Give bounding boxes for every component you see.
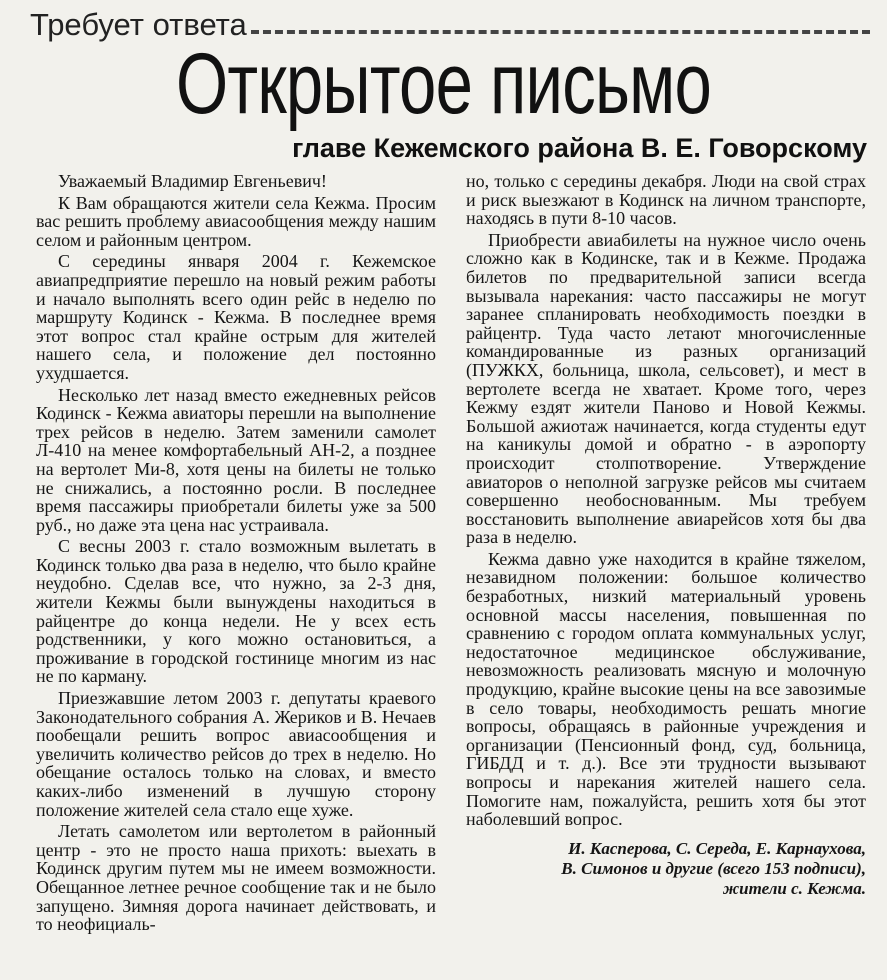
salutation: Уважаемый Владимир Евгеньевич! xyxy=(58,172,327,191)
signature-line: И. Касперова, С. Середа, Е. Карнаухова, xyxy=(568,838,866,858)
subheadline-text: главе Кежемского района В. Е. Говорскому xyxy=(292,133,867,163)
signature-line: жители с. Кежма. xyxy=(722,878,866,898)
paragraph: Приезжавшие летом 2003 г. депутаты краевого Законодательного собрания А. Жериков и В. Нечаев пообещали решить вопрос авиасообщения и увеличить количество рейсов до трех в неделю. Но обещание осталось только на словах, и вместо каких-либо изменений в лучшую сторону положение жителей села стало еще хуже. xyxy=(36,688,436,820)
paragraph-continued: но, только с середины декабря. Люди на свой страх и риск выезжают в Кодинск на личном транспорте, находясь в пути 8-10 часов. xyxy=(466,172,866,229)
paragraph: С весны 2003 г. стало возможным вылетать в Кодинск только два раза в неделю, что было крайне неудобно. Сделав все, что нужно, за 2-3 дня, жители Кежмы были вынуждены находиться в райцентре до конца недели. Не у всех есть родственники, у кого можно остановиться, а проживание в городской гостинице многим из нас не по карману. xyxy=(36,536,436,687)
headline: Открытое письмо xyxy=(175,36,712,132)
signature-line: В. Симонов и другие (всего 153 подписи), xyxy=(561,858,866,878)
paragraph: К Вам обращаются жители села Кежма. Просим вас решить проблему авиасообщения между нашим селом и районным центром. xyxy=(36,192,436,250)
paragraph: Кежма давно уже находится в крайне тяжелом, незавидном положении: большое количество безработных, низкий материальный уровень основной массы населения, повышенная по сравнению с городом оплата коммунальных услуг, недостаточное медицинское обслуживание, невозможность реализовать мясную и молочную продукцию, крайне высокие цены на все завозимые в село товары, необходимость решать многие вопросы, обращаясь в районные учреждения и организации (Пенсионный фонд, суд, больница, ГИБДД и т. д.). Все эти трудности вызывают вопросы и нарекания жителей нашего села. Помогите нам, пожалуйста, решить хотя бы этот наболевший вопрос. xyxy=(466,548,866,830)
article-column-right xyxy=(466,172,866,980)
rubric-dashed-rule xyxy=(251,30,870,34)
subheadline xyxy=(0,128,887,168)
rubric-label: Требует ответа xyxy=(30,7,247,42)
article-body xyxy=(36,172,866,980)
paragraph: Приобрести авиабилеты на нужное число очень сложно как в Кодинске, так и в Кежме. Продажа билетов по предварительной записи всегда вызывала нарекания: часто пассажиры не могут заранее спланировать необходимость поездки в райцентр. Туда часто летают многочисленные командированные из разных организаций (ПУЖКХ, больница, школа, сельсовет), и мест в вертолете всегда не хватает. Кроме того, через Кежму ездят жители Паново и Новой Кежмы. Большой ажиотаж начинается, когда студенты едут на каникулы домой и обратно - в аэропорту происходит столпотворение. Утверждение авиаторов о неполной загрузке рейсов мы считаем совершенно необоснованным. Мы требуем восстановить выполнение авиарейсов хотя бы два раза в неделю. xyxy=(466,229,866,548)
signature-block xyxy=(466,839,866,899)
paragraph: Несколько лет назад вместо ежедневных рейсов Кодинск - Кежма авиаторы перешли на выполнение трех рейсов в неделю. Затем заменили самолет Л-410 на менее комфортабельный АН-2, а позднее на вертолет Ми-8, хотя цены на билеты не только не снижались, а постоянно росли. В последнее время пассажиры приобретали билеты уже за 500 руб., но даже эта цена нас устраивала. xyxy=(36,384,436,535)
paragraph: Летать самолетом или вертолетом в районный центр - это не просто наша прихоть: выехать в Кодинск другим путем мы не имеем возможности. Обещанное летнее речное сообщение так и не было запущено. Зимняя дорога начинает действовать, и то неофициаль- xyxy=(36,821,436,935)
paragraph: С середины января 2004 г. Кежемское авиапредприятие перешло на новый режим работы и начало выполнять всего один рейс в неделю по маршруту Кодинск - Кежма. В последнее время этот вопрос стал крайне острым для жителей нашего села, и положение дел постоянно ухудшается. xyxy=(36,251,436,383)
article-column-left xyxy=(36,172,436,980)
